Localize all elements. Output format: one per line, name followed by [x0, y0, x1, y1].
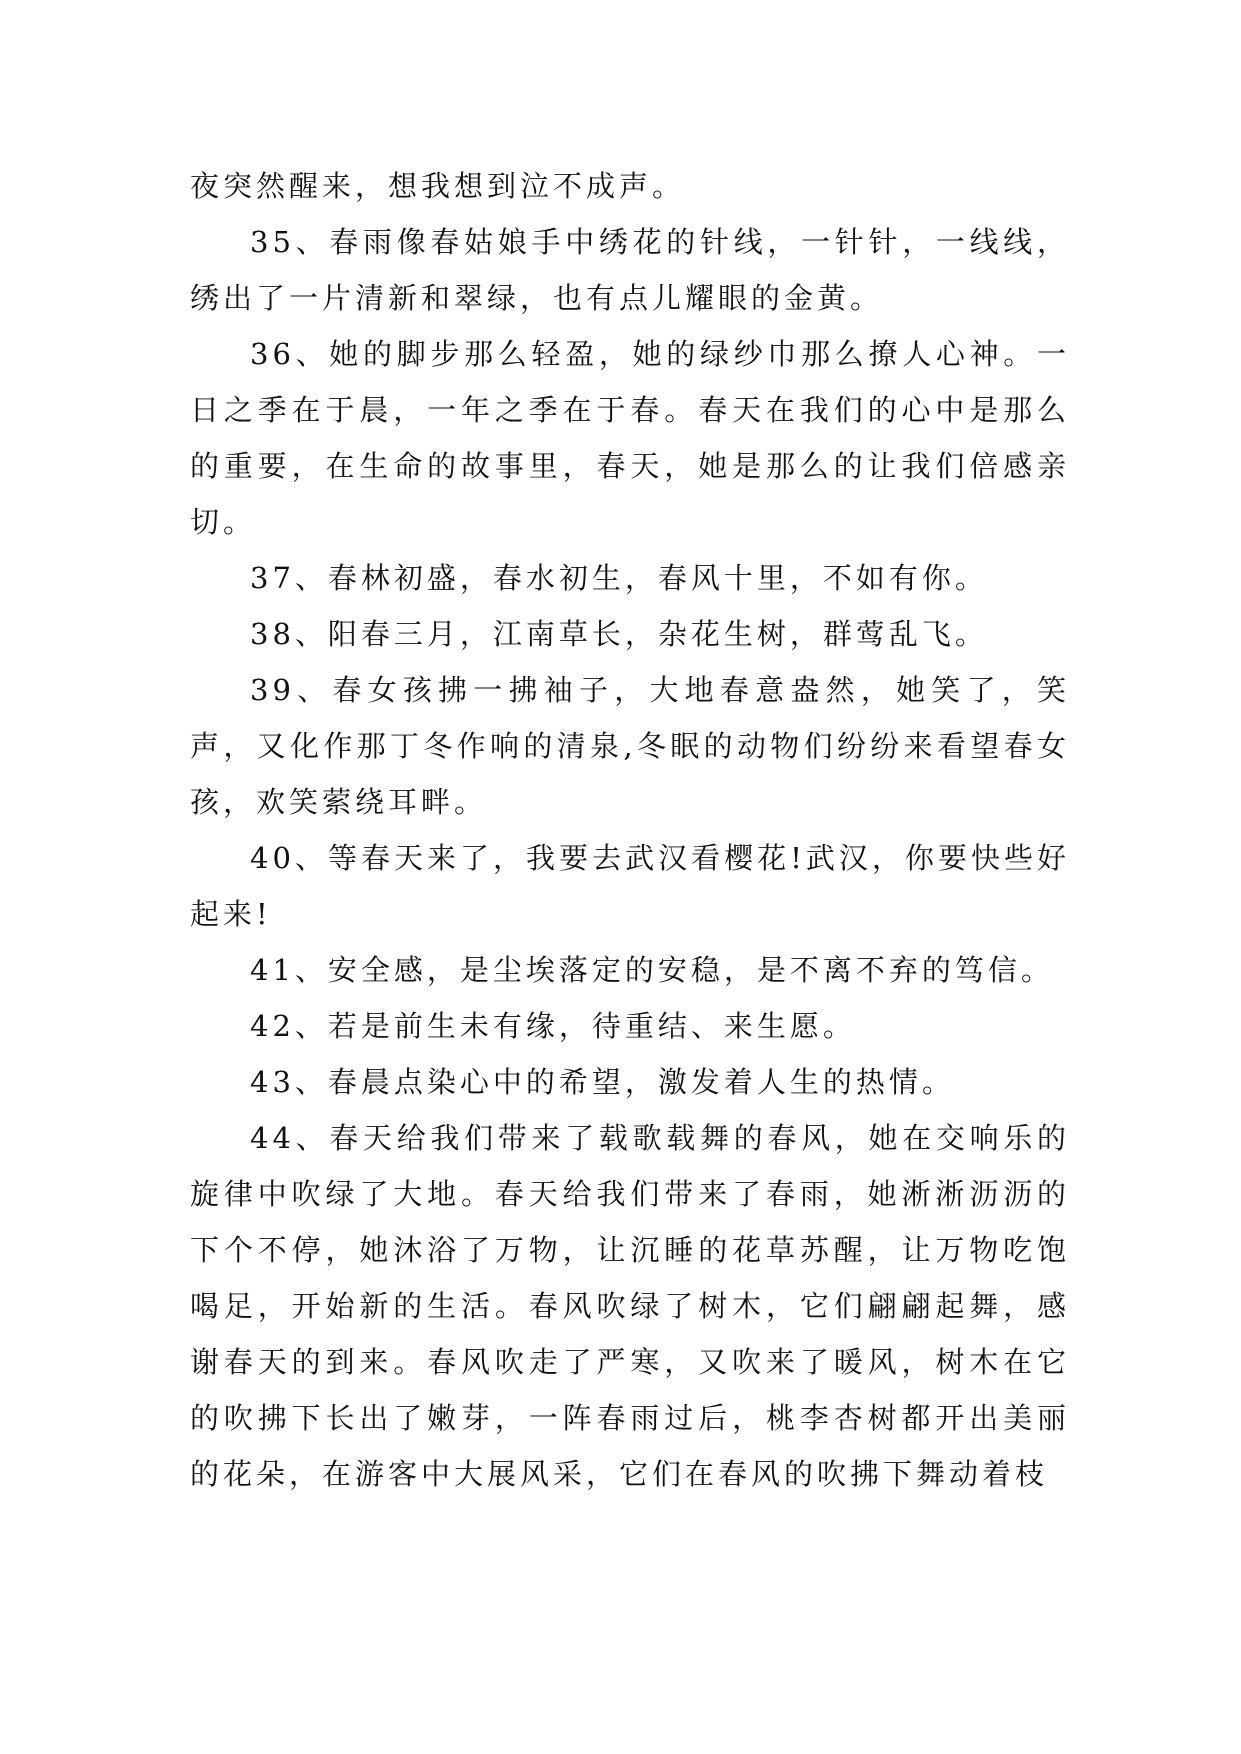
paragraph-44: 44、春天给我们带来了载歌载舞的春风，她在交响乐的旋律中吹绿了大地。春天给我们带来了春雨，她淅淅沥沥的下个不停，她沐浴了万物，让沉睡的花草苏醒，让万物吃饱喝足，开始新的生活。春风吹绿了树木，它们翩翩起舞，感谢春天的到来。春风吹走了严寒，又吹来了暖风，树木在它的吹拂下长出了嫩芽，一阵春雨过后，桃李杏树都开出美丽的花朵，在游客中大展风采，它们在春风的吹拂下舞动着枝 — [190, 1121, 1070, 1491]
paragraph-35: 35、春雨像春姑娘手中绣花的针线，一针针，一线线，绣出了一片清新和翠绿，也有点儿耀眼的金黄。 — [190, 225, 1070, 315]
paragraph-continued: 夜突然醒来，想我想到泣不成声。 — [190, 169, 686, 203]
body-text — [190, 158, 1070, 1502]
paragraph-36: 36、她的脚步那么轻盈，她的绿纱巾那么撩人心神。一日之季在于晨，一年之季在于春。春天在我们的心中是那么的重要，在生命的故事里，春天，她是那么的让我们倍感亲切。 — [190, 337, 1070, 539]
paragraph-42: 42、若是前生未有缘，待重结、来生愿。 — [250, 1009, 856, 1043]
paragraph-39: 39、春女孩拂一拂袖子，大地春意盎然，她笑了，笑声，又化作那丁冬作响的清泉,冬眠的动物们纷纷来看望春女孩，欢笑萦绕耳畔。 — [190, 673, 1070, 819]
paragraph-43: 43、春晨点染心中的希望，激发着人生的热情。 — [250, 1065, 955, 1099]
paragraph-37: 37、春林初盛，春水初生，春风十里，不如有你。 — [250, 561, 988, 595]
paragraph-41: 41、安全感，是尘埃落定的安稳，是不离不弃的笃信。 — [250, 953, 1054, 987]
paragraph-38: 38、阳春三月，江南草长，杂花生树，群莺乱飞。 — [250, 617, 988, 651]
paragraph-40: 40、等春天来了，我要去武汉看樱花!武汉，你要快些好起来! — [190, 841, 1070, 931]
